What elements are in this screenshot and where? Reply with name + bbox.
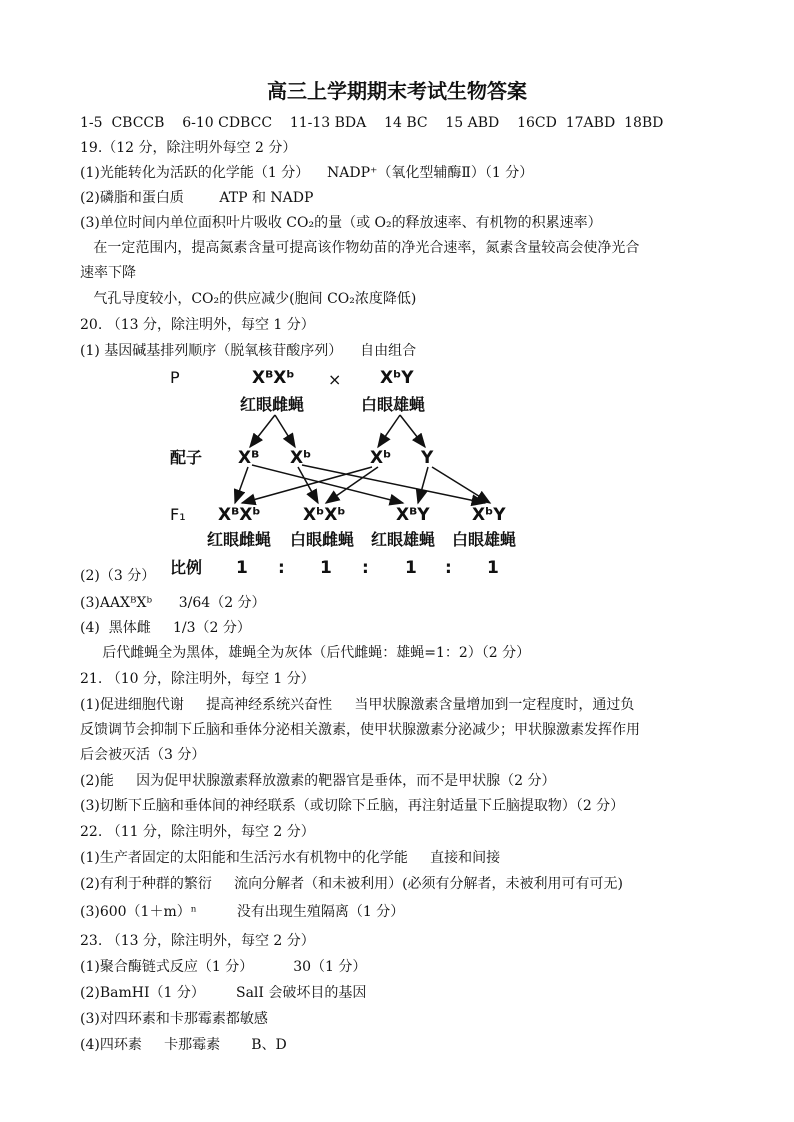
q23-answer-1: (1)聚合酶链式反应（1 分） 30（1 分）	[80, 959, 367, 975]
q23-answer-3: (3)对四环素和卡那霉素都敏感	[80, 1011, 268, 1027]
q19-answer-3: (3)单位时间内单位面积叶片吸收 CO₂的量（或 O₂的释放速率、有机物的积累速率）	[80, 215, 602, 231]
gamete-label: 配子	[170, 448, 203, 467]
offspring-4-genotype: XᵇY	[472, 505, 506, 525]
offspring-2-genotype: XᵇXᵇ	[303, 505, 346, 525]
choice-answers: 1-5 CBCCB 6-10 CDBCC 11-13 BDA 14 BC 15 ABD 16CD 17ABD 18BD	[80, 115, 664, 131]
q19-answer-2: (2)磷脂和蛋白质 ATP 和 NADP	[80, 190, 314, 206]
arrow-g1-o3	[252, 465, 403, 503]
gamete-xb-big: Xᴮ	[238, 448, 260, 468]
parent-female-phenotype: 红眼雌蝇	[240, 395, 305, 414]
arrow-g3-o1	[242, 467, 372, 503]
arrow-g4-o3	[418, 467, 428, 503]
arrow-p2-g4	[400, 415, 425, 447]
q19-answer-3-cont-3: 气孔导度较小，CO₂的供应减少(胞间 CO₂浓度降低)	[80, 291, 417, 307]
q21-answer-1: (1)促进细胞代谢 提高神经系统兴奋性 当甲状腺激素含量增加到一定程度时，通过负	[80, 697, 635, 713]
q21-answer-1-cont-2: 后会被灭活（3 分）	[80, 747, 206, 763]
q23-answer-4: (4)四环素 卡那霉素 B、D	[80, 1037, 287, 1053]
parent-male-genotype: XᵇY	[380, 368, 414, 388]
offspring-1-genotype: XᴮXᵇ	[218, 505, 261, 525]
parent-male-phenotype: 白眼雄蝇	[361, 395, 426, 414]
q23-answer-2: (2)BamHI（1 分） SalI 会破坏目的基因	[80, 985, 367, 1001]
arrow-g1-o1	[235, 467, 248, 503]
ratio-3: 1	[405, 558, 417, 578]
q22-answer-2: (2)有利于种群的繁衍 流向分解者（和未被利用）(必须有分解者，未被利用可有可无)	[80, 876, 624, 892]
gamete-xb-small-mother: Xᵇ	[290, 448, 312, 468]
parent-female-genotype: XᴮXᵇ	[252, 368, 295, 388]
q19-answer-3-cont-1: 在一定范围内，提高氮素含量可提高该作物幼苗的净光合速率，氮素含量较高会使净光合	[80, 240, 640, 256]
q20-answer-4: (4) 黑体雌 1/3（2 分）	[80, 620, 251, 636]
arrow-g2-o2	[298, 467, 318, 503]
ratio-colon-1: :	[278, 558, 285, 578]
q22-header: 22. （11 分，除注明外，每空 2 分）	[80, 824, 315, 840]
arrow-p2-g3	[378, 415, 400, 447]
p-label: P	[170, 368, 180, 387]
ratio-4: 1	[487, 558, 499, 578]
page-title: 高三上学期期末考试生物答案	[267, 79, 527, 103]
offspring-4-phenotype: 白眼雄蝇	[452, 530, 517, 549]
q19-header: 19.（12 分，除注明外每空 2 分）	[80, 140, 297, 156]
q20-answer-4-cont: 后代雌蝇全为黑体，雄蝇全为灰体（后代雌蝇：雄蝇=1：2）（2 分）	[80, 645, 531, 661]
q19-answer-3-cont-2: 速率下降	[80, 265, 136, 281]
q23-header: 23. （13 分，除注明外，每空 2 分）	[80, 933, 315, 949]
q20-answer-3: (3)AAXᴮXᵇ 3/64（2 分）	[80, 595, 266, 611]
q20-header: 20. （13 分，除注明外，每空 1 分）	[80, 317, 315, 333]
arrow-p1-g1	[250, 415, 275, 447]
q22-answer-1: (1)生产者固定的太阳能和生活污水有机物中的化学能 直接和间接	[80, 850, 501, 866]
q21-answer-2: (2)能 因为促甲状腺激素释放激素的靶器官是垂体，而不是甲状腺（2 分）	[80, 773, 556, 789]
offspring-1-phenotype: 红眼雌蝇	[207, 530, 272, 549]
offspring-2-phenotype: 白眼雌蝇	[290, 530, 355, 549]
gamete-xb-small-father: Xᵇ	[370, 448, 392, 468]
q22-answer-3: (3)600（1＋m）ⁿ 没有出现生殖隔离（1 分）	[80, 904, 405, 920]
f1-label: F₁	[170, 505, 186, 524]
arrow-g4-o4	[432, 467, 490, 503]
offspring-3-genotype: XᴮY	[396, 505, 430, 525]
q21-answer-1-cont-1: 反馈调节会抑制下丘脑和垂体分泌相关激素，使甲状腺激素分泌减少；甲状腺激素发挥作用	[80, 722, 640, 738]
q20-answer-1: (1) 基因碱基排列顺序（脱氧核苷酸序列） 自由组合	[80, 343, 417, 359]
ratio-label: 比例	[170, 558, 203, 577]
q21-answer-3: (3)切断下丘脑和垂体间的神经联系（或切除下丘脑，再注射适量下丘脑提取物）（2 分）	[80, 798, 625, 814]
q21-header: 21. （10 分，除注明外，每空 1 分）	[80, 671, 315, 687]
q20-answer-2: (2)（3 分）	[80, 568, 156, 584]
gamete-y: Y	[421, 448, 434, 468]
ratio-colon-2: :	[362, 558, 369, 578]
arrow-g3-o2	[326, 467, 378, 503]
arrow-g2-o4	[302, 465, 485, 503]
offspring-3-phenotype: 红眼雄蝇	[371, 530, 436, 549]
ratio-2: 1	[320, 558, 332, 578]
cross-symbol: ×	[328, 370, 342, 389]
ratio-1: 1	[236, 558, 248, 578]
ratio-colon-3: :	[445, 558, 452, 578]
arrow-p1-g2	[275, 415, 295, 447]
q19-answer-1: (1)光能转化为活跃的化学能（1 分） NADP⁺（氧化型辅酶Ⅱ）（1 分）	[80, 165, 534, 181]
